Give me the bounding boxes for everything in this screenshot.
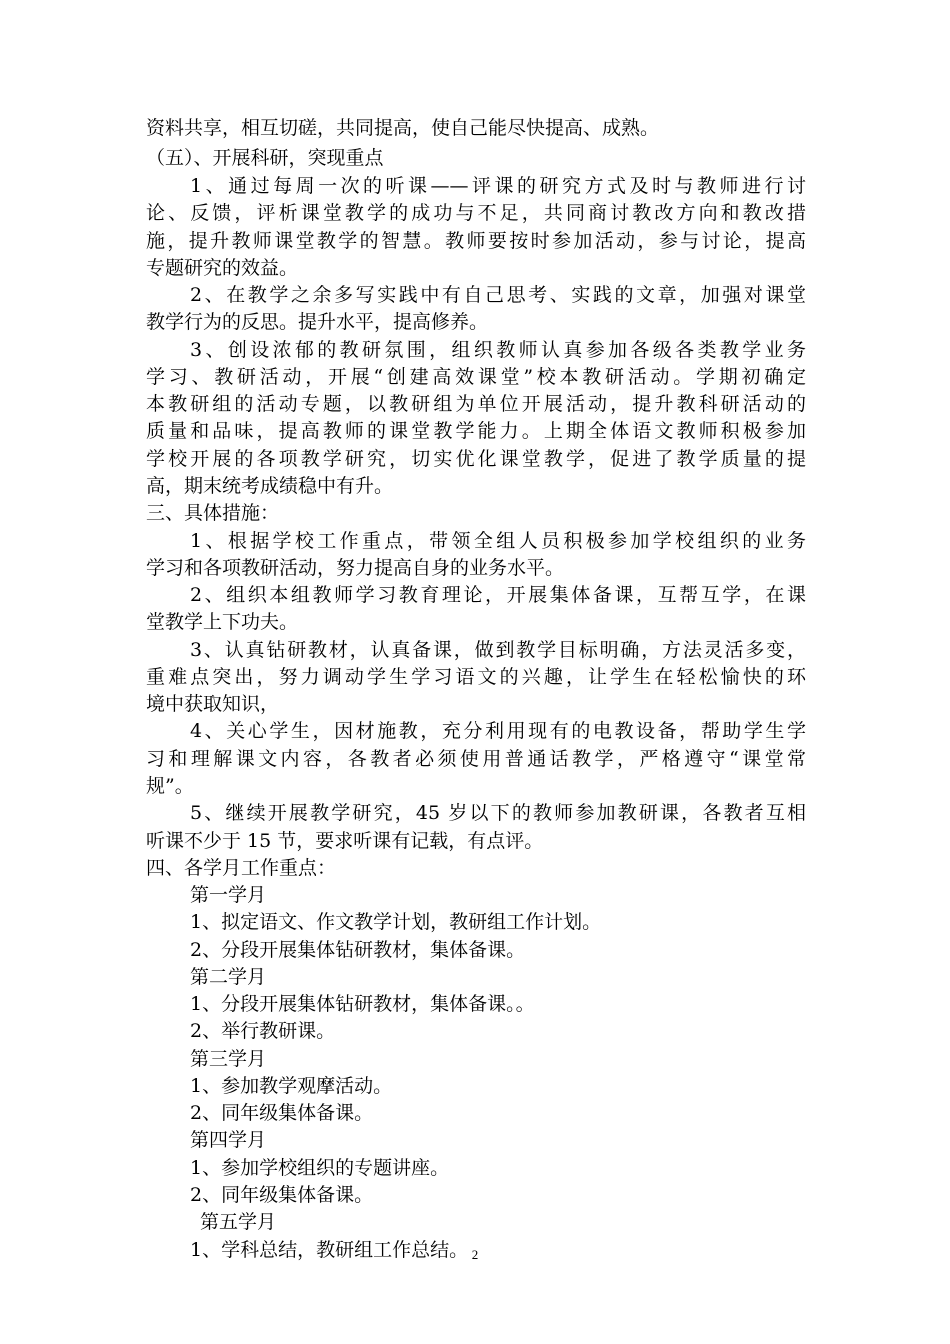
text-line: 本教研组的活动专题，以教研组为单位开展活动，提升教科研活动的 — [146, 393, 806, 415]
text-line: 教学行为的反思。提升水平，提高修养。 — [146, 311, 489, 333]
text-line: 质量和品味，提高教师的课堂教学能力。上期全体语文教师积极参加 — [146, 420, 806, 442]
list-item: 1、分段开展集体钻研教材，集体备课。。 — [190, 993, 535, 1015]
text-line: 施，提升教师课堂教学的智慧。教师要按时参加活动，参与讨论，提高 — [146, 230, 806, 252]
list-item: 1、学科总结，教研组工作总结。 — [190, 1239, 469, 1261]
text-line: 3、创设浓郁的教研氛围，组织教师认真参加各级各类教学业务 — [190, 339, 806, 361]
text-line: 4、关心学生，因材施教，充分利用现有的电教设备，帮助学生学 — [190, 720, 806, 742]
text-line: 专题研究的效益。 — [146, 257, 299, 279]
list-item: 1、拟定语文、作文教学计划，教研组工作计划。 — [190, 911, 602, 933]
text-line: 学习和各项教研活动，努力提高自身的业务水平。 — [146, 557, 565, 579]
text-line: 堂教学上下功夫。 — [146, 611, 299, 633]
text-line: 习和理解课文内容，各教者必须使用普通话教学，严格遵守“课堂常 — [146, 748, 806, 770]
month-heading: 第五学月 — [200, 1211, 277, 1233]
section-heading: （五）、开展科研，突现重点 — [146, 147, 384, 169]
text-line: 境中获取知识， — [146, 693, 280, 715]
month-heading: 第一学月 — [190, 884, 267, 906]
list-item: 2、同年级集体备课。 — [190, 1184, 374, 1206]
text-line: 1、根据学校工作重点，带领全组人员积极参加学校组织的业务 — [190, 530, 806, 552]
list-item: 2、同年级集体备课。 — [190, 1102, 374, 1124]
list-item: 2、分段开展集体钻研教材，集体备课。 — [190, 939, 526, 961]
text-line: 2、在教学之余多写实践中有自己思考、实践的文章，加强对课堂 — [190, 284, 806, 306]
page-number: 2 — [471, 1247, 479, 1262]
month-heading: 第四学月 — [190, 1129, 267, 1151]
text-line: 论、反馈，评析课堂教学的成功与不足，共同商讨教改方向和教改措 — [146, 202, 806, 224]
section-heading: 四、各学月工作重点： — [146, 857, 337, 879]
text-line: 2、组织本组教师学习教育理论，开展集体备课，互帮互学，在课 — [190, 584, 806, 606]
text-line: 资料共享，相互切磋，共同提高，使自己能尽快提高、成熟。 — [146, 117, 660, 139]
text-line: 规”。 — [146, 775, 194, 797]
text-line: 听课不少于 15 节，要求听课有记载，有点评。 — [146, 830, 544, 852]
list-item: 1、参加学校组织的专题讲座。 — [190, 1157, 450, 1179]
text-line: 1、通过每周一次的听课——评课的研究方式及时与教师进行讨 — [190, 175, 806, 197]
text-line: 3、认真钻研教材，认真备课，做到教学目标明确，方法灵活多变， — [190, 639, 806, 661]
month-heading: 第三学月 — [190, 1048, 267, 1070]
text-line: 高，期末统考成绩稳中有升。 — [146, 475, 394, 497]
list-item: 1、参加教学观摩活动。 — [190, 1075, 393, 1097]
text-line: 学校开展的各项教学研究，切实优化课堂教学，促进了教学质量的提 — [146, 448, 806, 470]
text-line: 5、继续开展教学研究，45 岁以下的教师参加教研课，各教者互相 — [190, 802, 806, 824]
text-line: 学习、教研活动，开展“创建高效课堂”校本教研活动。学期初确定 — [146, 366, 806, 388]
text-line: 重难点突出，努力调动学生学习语文的兴趣，让学生在轻松愉快的环 — [146, 666, 806, 688]
section-heading: 三、具体措施： — [146, 502, 280, 524]
list-item: 2、举行教研课。 — [190, 1020, 336, 1042]
month-heading: 第二学月 — [190, 966, 267, 988]
